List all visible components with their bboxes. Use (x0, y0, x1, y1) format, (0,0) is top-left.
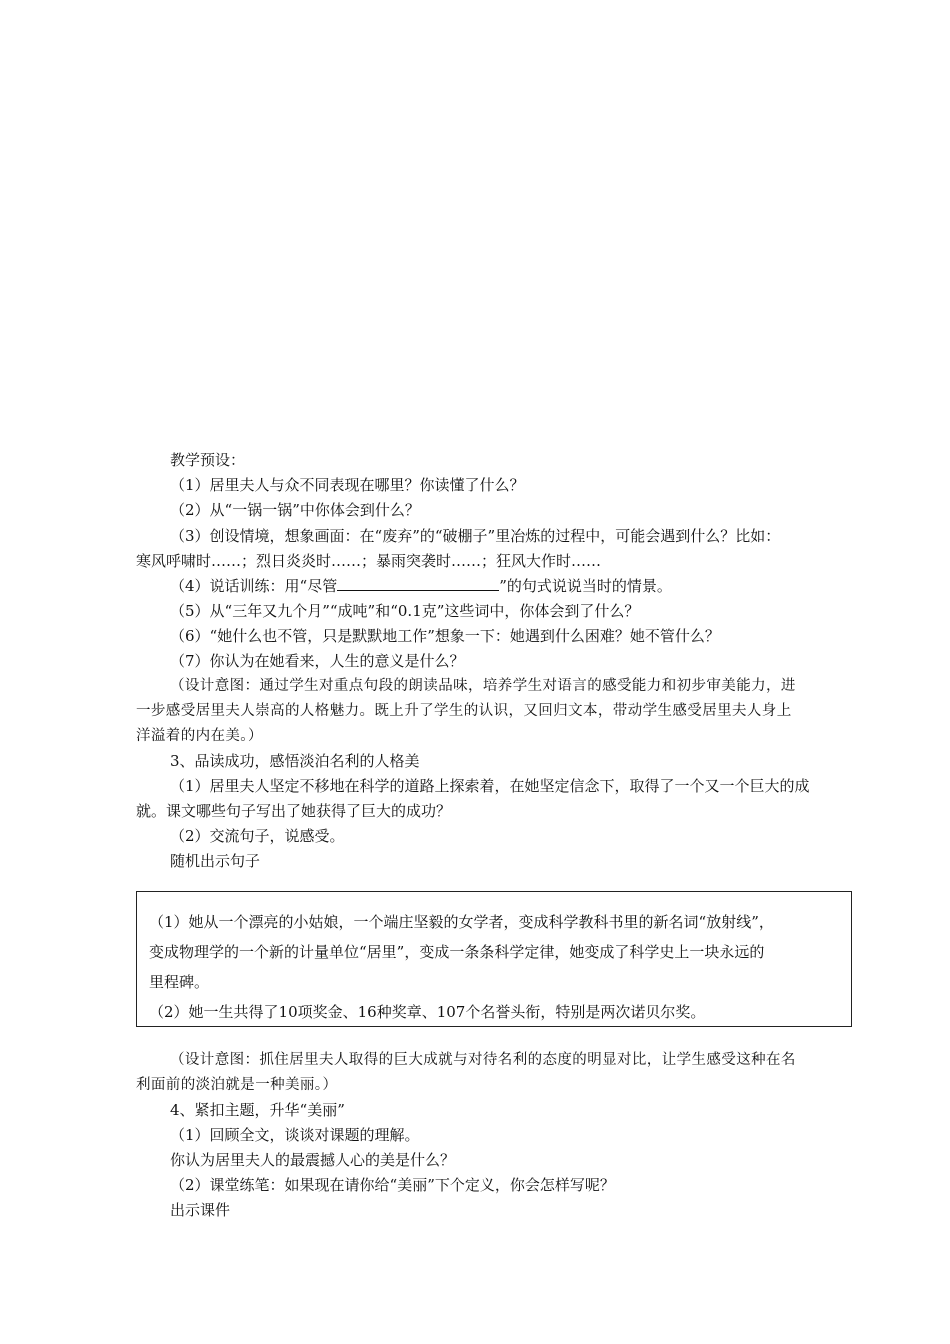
section-3-para-1-line1: （1）居里夫人坚定不移地在科学的道路上探索着，在她坚定信念下，取得了一个又一个巨大的成 (170, 777, 810, 795)
design-intent-2-line1: （设计意图：抓住居里夫人取得的巨大成就与对待名利的态度的明显对比，让学生感受这种在名 (170, 1052, 796, 1068)
section-4-para-4: 出示课件 (170, 1201, 231, 1219)
section-4-para-2: 你认为居里夫人的最震撼人心的美是什么？ (170, 1151, 456, 1169)
quote-sentence-1-line2: 变成物理学的一个新的计量单位“居里”，变成一条条科学定律，她变成了科学史上一块永远的 (149, 943, 765, 961)
prep-question-4-suffix: ”的句式说说当时的情景。 (499, 577, 672, 595)
section-3-para-3: 随机出示句子 (170, 852, 261, 870)
section-3-heading: 3、品读成功，感悟淡泊名利的人格美 (170, 752, 420, 770)
quote-sentence-1-line1: （1）她从一个漂亮的小姑娘，一个端庄坚毅的女学者，变成科学教科书里的新名词“放射线”， (149, 913, 774, 931)
design-intent-2-line2: 利面前的淡泊就是一种美丽。） (136, 1077, 338, 1093)
section-4-para-3: （2）课堂练笔：如果现在请你给“美丽”下个定义，你会怎样写呢？ (170, 1176, 615, 1194)
prep-question-6: （6）“她什么也不管，只是默默地工作”想象一下：她遇到什么困难？她不管什么？ (170, 627, 720, 645)
prep-question-1: （1）居里夫人与众不同表现在哪里？你读懂了什么？ (170, 476, 525, 494)
prep-question-4-prefix: （4）说话训练：用“尽管 (170, 577, 338, 595)
quote-box (136, 891, 852, 1027)
prep-question-2: （2）从“一锅一锅”中你体会到什么？ (170, 501, 420, 519)
prep-question-3-line2: 寒风呼啸时……；烈日炎炎时……；暴雨突袭时……；狂风大作时…… (136, 552, 602, 570)
section-4-para-1: （1）回顾全文，谈谈对课题的理解。 (170, 1126, 420, 1144)
fill-in-blank (337, 576, 499, 591)
section-3-para-2: （2）交流句子，说感受。 (170, 827, 345, 845)
quote-sentence-2: （2）她一生共得了10项奖金、16种奖章、107个名誉头衔，特别是两次诺贝尔奖。 (149, 1003, 706, 1021)
quote-sentence-1-line3: 里程碑。 (149, 973, 210, 991)
prep-question-3-line1: （3）创设情境，想象画面：在“废弃”的“破棚子”里冶炼的过程中，可能会遇到什么？比如： (170, 527, 781, 545)
section-3-para-1-line2: 就。课文哪些句子写出了她获得了巨大的成功？ (136, 802, 452, 820)
design-intent-1-line3: 洋溢着的内在美。） (136, 728, 263, 744)
section-4-heading: 4、紧扣主题，升华“美丽” (170, 1101, 345, 1119)
prep-question-5: （5）从“三年又九个月”“成吨”和“0.1克”这些词中，你体会到了什么？ (170, 602, 640, 620)
design-intent-1-line1: （设计意图：通过学生对重点句段的朗读品味，培养学生对语言的感受能力和初步审美能力，进 (170, 678, 796, 694)
prep-question-7: （7）你认为在她看来，人生的意义是什么？ (170, 652, 465, 670)
prep-question-4 (170, 576, 672, 596)
design-intent-1-line2: 一步感受居里夫人崇高的人格魅力。既上升了学生的认识，又回归文本，带动学生感受居里夫人身上 (136, 703, 792, 719)
teaching-prep-heading: 教学预设： (170, 451, 246, 469)
